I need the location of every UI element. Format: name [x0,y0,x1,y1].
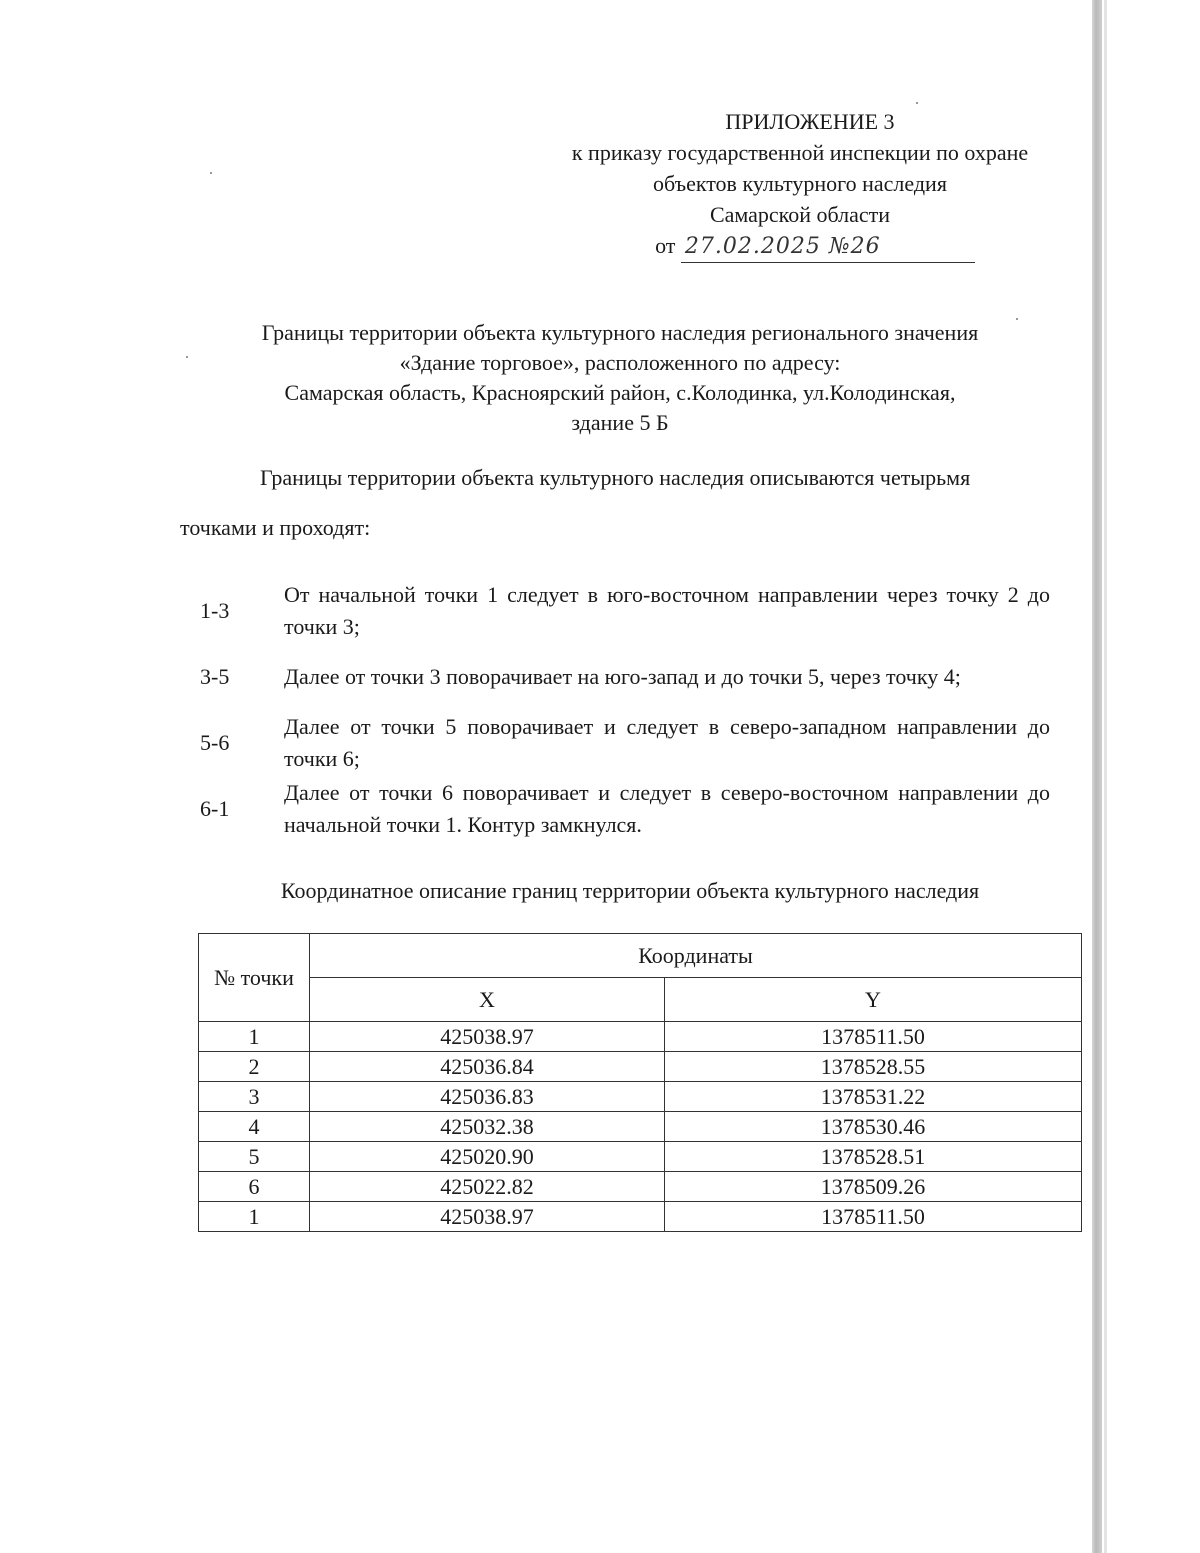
table-row [199,1172,1082,1202]
cell-x: 425038.97 [310,1022,665,1052]
intro-line-1: Границы территории объекта культурного наследия описываются четырьмя [260,465,971,490]
date-underline [681,230,975,263]
table-caption: Координатное описание границ территории объекта культурного наследия [280,878,980,903]
appendix-header [500,106,1100,263]
cell-x: 425032.38 [310,1112,665,1142]
cell-y: 1378509.26 [665,1172,1082,1202]
route-item [200,578,1050,644]
cell-x: 425036.83 [310,1082,665,1112]
cell-x: 425022.82 [310,1172,665,1202]
header-y: Y [665,978,1082,1022]
cell-y: 1378530.46 [665,1112,1082,1142]
table-subheader-row [199,978,1082,1022]
title-line-3: Самарская область, Красноярский район, с.Колодинка, ул.Колодинская, [284,380,956,405]
route-description: Далее от точки 6 поворачивает и следует в северо-восточном направлении до начальной точки 1. Контур замкнулся. [284,780,1050,837]
cell-x: 425038.97 [310,1202,665,1232]
route-segment: 6-1 [200,796,230,821]
route-segment: 1-3 [200,598,230,623]
route-item [200,710,1050,776]
table-row [199,1202,1082,1232]
appendix-order-line: к приказу государственной инспекции по охране [571,140,1029,165]
cell-y: 1378511.50 [665,1022,1082,1052]
table-header-row [199,934,1082,978]
cell-y: 1378528.51 [665,1142,1082,1172]
table-row [199,1052,1082,1082]
cell-y: 1378511.50 [665,1202,1082,1232]
cell-point: 4 [199,1112,310,1142]
route-segment: 5-6 [200,730,230,755]
table-row [199,1082,1082,1112]
table-row [199,1142,1082,1172]
header-coordinates: Координаты [310,934,1082,978]
table-row [199,1112,1082,1142]
cell-point: 1 [199,1202,310,1232]
cell-y: 1378531.22 [665,1082,1082,1112]
title-line-1: Границы территории объекта культурного наследия регионального значения [261,320,979,345]
cell-point: 2 [199,1052,310,1082]
scan-speck [186,356,188,358]
document-title [170,318,1070,438]
cell-x: 425020.90 [310,1142,665,1172]
appendix-date-row [500,230,1100,263]
route-item [200,644,1050,710]
scan-edge-line [1104,0,1107,1553]
title-line-2: «Здание торговое», расположенного по адресу: [399,350,841,375]
cell-x: 425036.84 [310,1052,665,1082]
route-item [200,776,1050,842]
scan-speck [916,102,918,104]
header-point-number: № точки [199,934,310,1022]
coordinates-table [198,933,1082,1232]
appendix-region-line: Самарской области [709,202,891,227]
cell-point: 6 [199,1172,310,1202]
handwritten-date: 27.02.2025 №26 [684,234,881,259]
title-line-4: здание 5 Б [571,410,669,435]
date-field [655,230,975,263]
scan-speck [210,172,212,174]
route-description: Далее от точки 3 поворачивает на юго-запад и до точки 5, через точку 4; [284,664,961,689]
date-prefix: от [655,233,676,258]
scan-speck [1016,318,1018,320]
route-description: От начальной точки 1 следует в юго-восточном направлении через точку 2 до точки 3; [284,582,1050,639]
cell-point: 1 [199,1022,310,1052]
intro-paragraph [180,464,1070,542]
appendix-authority-line: объектов культурного наследия [653,171,947,196]
intro-line-2: точками и проходят: [180,515,371,540]
route-segment: 3-5 [200,664,230,689]
route-description: Далее от точки 5 поворачивает и следует в северо-западном направлении до точки 6; [284,714,1050,771]
cell-point: 3 [199,1082,310,1112]
boundary-route-list [200,578,1050,842]
cell-y: 1378528.55 [665,1052,1082,1082]
header-x: X [310,978,665,1022]
table-row [199,1022,1082,1052]
cell-point: 5 [199,1142,310,1172]
appendix-number: ПРИЛОЖЕНИЕ 3 [725,109,895,134]
